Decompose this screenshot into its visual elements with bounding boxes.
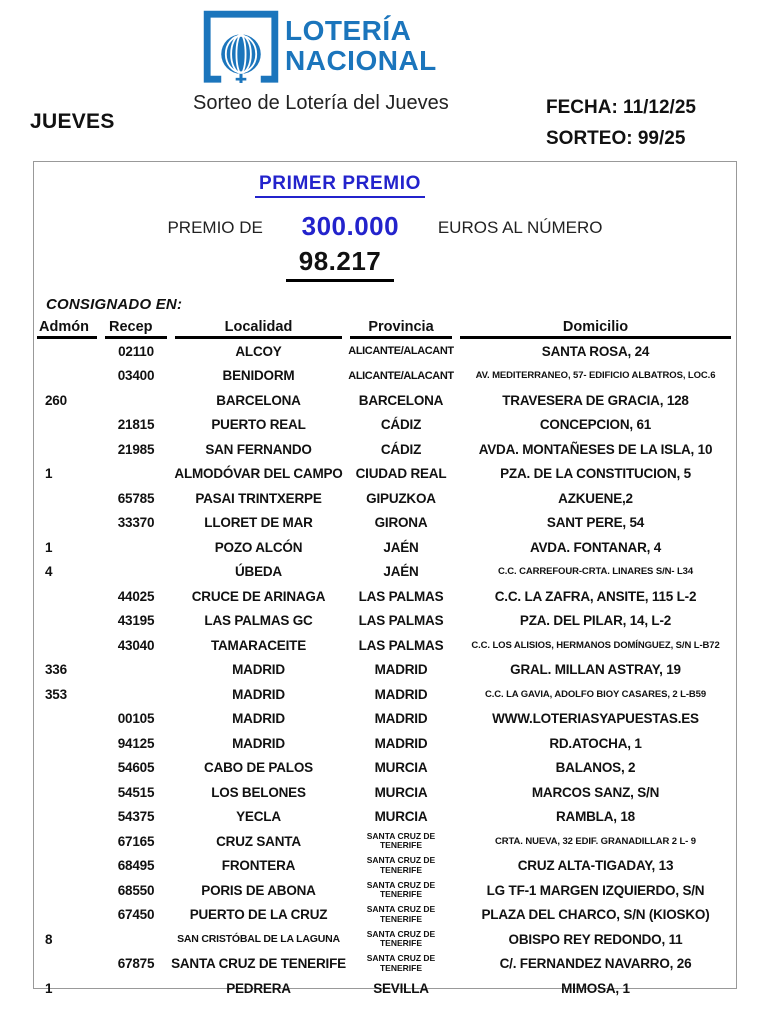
- cell-provincia: ALICANTE/ALACANT: [348, 345, 454, 358]
- cell-localidad: MADRID: [232, 735, 285, 751]
- cell-admon: 1: [45, 980, 53, 996]
- cell-domicilio: AZKUENE,2: [558, 490, 633, 506]
- cell-provincia: BARCELONA: [358, 392, 444, 408]
- draw-number-label: SORTEO: 99/25: [546, 128, 686, 149]
- cell-provincia: CIUDAD REAL: [355, 466, 447, 482]
- cell-domicilio: C.C. LA ZAFRA, ANSITE, 115 L-2: [494, 588, 697, 604]
- consignado-label: CONSIGNADO EN:: [46, 296, 183, 313]
- cell-recep: [101, 976, 171, 1001]
- cell-localidad: LLORET DE MAR: [204, 515, 313, 531]
- table-row: [37, 462, 735, 487]
- cell-provincia: ALICANTE/ALACANT: [348, 369, 454, 382]
- table-row: [37, 560, 735, 585]
- cell-admon: [37, 707, 101, 732]
- cell-domicilio: WWW.LOTERIASYAPUESTAS.ES: [492, 711, 699, 727]
- cell-provincia: JAÉN: [383, 539, 419, 555]
- cell-provincia: MADRID: [374, 662, 428, 678]
- cell-provincia: GIPUZKOA: [366, 490, 436, 506]
- table-row: [37, 731, 735, 756]
- cell-admon: 336: [45, 662, 67, 678]
- cell-recep: 54605: [117, 760, 155, 776]
- cell-provincia: SANTA CRUZ DE TENERIFE: [366, 904, 436, 924]
- cell-provincia: MADRID: [374, 735, 428, 751]
- cell-domicilio: RD.ATOCHA, 1: [549, 735, 642, 751]
- cell-admon: [37, 364, 101, 389]
- cell-admon: [37, 511, 101, 536]
- cell-admon: 353: [45, 686, 67, 702]
- cell-provincia: SANTA CRUZ DE TENERIFE: [366, 953, 436, 973]
- table-row: [37, 486, 735, 511]
- cell-recep: 67875: [117, 956, 155, 972]
- cell-recep: 65785: [117, 490, 155, 506]
- cell-admon: [37, 731, 101, 756]
- table-row: [37, 511, 735, 536]
- table-row: [37, 535, 735, 560]
- cell-provincia: MURCIA: [374, 809, 428, 825]
- cell-admon: [37, 952, 101, 977]
- cell-provincia: CÁDIZ: [380, 441, 422, 457]
- cell-recep: 44025: [117, 588, 155, 604]
- cell-localidad: MADRID: [232, 711, 285, 727]
- table-row: [37, 805, 735, 830]
- cell-domicilio: AVDA. MONTAÑESES DE LA ISLA, 10: [478, 441, 713, 457]
- cell-provincia: GIRONA: [374, 515, 428, 531]
- cell-recep: [101, 388, 171, 413]
- cell-localidad: SAN CRISTÓBAL DE LA LAGUNA: [177, 933, 340, 946]
- cell-admon: 260: [45, 392, 67, 408]
- cell-recep: 43040: [117, 637, 155, 653]
- prize-amount-suffix: EUROS AL NÚMERO: [437, 218, 603, 237]
- header-provincia: Provincia: [350, 319, 452, 339]
- winning-number: 98.217: [286, 246, 395, 282]
- results-table: [37, 315, 735, 1001]
- cell-provincia: LAS PALMAS: [358, 588, 444, 604]
- date-label: FECHA: 11/12/25: [546, 97, 696, 118]
- cell-provincia: SEVILLA: [373, 980, 429, 996]
- cell-admon: [37, 413, 101, 438]
- cell-localidad: POZO ALCÓN: [214, 539, 303, 555]
- table-row: [37, 854, 735, 879]
- cell-domicilio: TRAVESERA DE GRACIA, 128: [502, 392, 689, 408]
- cell-recep: 00105: [117, 711, 155, 727]
- cell-localidad: PORIS DE ABONA: [201, 882, 316, 898]
- cell-provincia: LAS PALMAS: [358, 613, 444, 629]
- cell-admon: [37, 829, 101, 854]
- cell-domicilio: PLAZA DEL CHARCO, S/N (KIOSKO): [481, 907, 710, 923]
- table-row: [37, 903, 735, 928]
- logo-line1: LOTERÍA: [285, 15, 412, 46]
- cell-recep: 68495: [117, 858, 155, 874]
- cell-recep: [101, 462, 171, 487]
- table-row: [37, 829, 735, 854]
- cell-localidad: FRONTERA: [221, 858, 296, 874]
- cell-localidad: PUERTO DE LA CRUZ: [189, 907, 328, 923]
- cell-recep: 02110: [118, 343, 154, 359]
- cell-domicilio: AV. MEDITERRANEO, 57- EDIFICIO ALBATROS, LOC.6: [475, 370, 716, 382]
- table-row: [37, 927, 735, 952]
- cell-localidad: MADRID: [232, 662, 285, 678]
- cell-provincia: MURCIA: [374, 784, 428, 800]
- cell-localidad: SAN FERNANDO: [205, 441, 312, 457]
- results-table-body: [37, 339, 735, 1001]
- cell-domicilio: C.C. LOS ALISIOS, HERMANOS DOMÍNGUEZ, S/N L-B72: [471, 639, 720, 651]
- cell-admon: [37, 486, 101, 511]
- table-row: [37, 682, 735, 707]
- cell-localidad: TAMARACEITE: [210, 637, 307, 653]
- table-row: [37, 609, 735, 634]
- cell-localidad: PASAI TRINTXERPE: [195, 490, 322, 506]
- day-label: JUEVES: [30, 110, 115, 133]
- cell-domicilio: CONCEPCION, 61: [539, 417, 652, 433]
- table-row: [37, 413, 735, 438]
- table-row: [37, 780, 735, 805]
- prize-title-wrap: [0, 173, 691, 198]
- cell-domicilio: GRAL. MILLAN ASTRAY, 19: [510, 662, 681, 678]
- prize-line: [34, 211, 736, 242]
- cell-localidad: ALCOY: [235, 343, 282, 359]
- cell-recep: [101, 682, 171, 707]
- logo: [203, 10, 437, 86]
- cell-recep: 21815: [117, 417, 155, 433]
- cell-domicilio: PZA. DEL PILAR, 14, L-2: [519, 613, 672, 629]
- prize-box: [33, 161, 737, 996]
- cell-domicilio: C.C. CARREFOUR-CRTA. LINARES S/N- L34: [497, 566, 694, 578]
- cell-domicilio: MARCOS SANZ, S/N: [531, 784, 660, 800]
- cell-localidad: YECLA: [236, 809, 281, 825]
- winning-number-wrap: [0, 246, 691, 282]
- cell-localidad: LAS PALMAS GC: [204, 613, 313, 629]
- cell-recep: [101, 658, 171, 683]
- table-row: [37, 976, 735, 1001]
- cell-provincia: MADRID: [374, 686, 428, 702]
- cell-recep: 21985: [117, 441, 155, 457]
- cell-recep: 94125: [117, 735, 155, 751]
- cell-domicilio: CRUZ ALTA-TIGADAY, 13: [517, 858, 674, 874]
- table-row: [37, 339, 735, 364]
- cell-admon: [37, 437, 101, 462]
- cell-localidad: CRUCE DE ARINAGA: [191, 588, 326, 604]
- table-row: [37, 584, 735, 609]
- draw-meta: [546, 92, 696, 154]
- header-recep: Recep: [105, 319, 167, 339]
- table-row: [37, 878, 735, 903]
- cell-localidad: CABO DE PALOS: [204, 760, 313, 776]
- table-row: [37, 658, 735, 683]
- cell-admon: [37, 878, 101, 903]
- cell-recep: 68550: [117, 882, 155, 898]
- table-row: [37, 952, 735, 977]
- cell-admon: [37, 780, 101, 805]
- prize-amount: 300.000: [301, 211, 400, 241]
- cell-localidad: ÚBEDA: [234, 564, 282, 580]
- cell-provincia: LAS PALMAS: [358, 637, 444, 653]
- cell-recep: 03400: [117, 368, 155, 384]
- cell-domicilio: OBISPO REY REDONDO, 11: [508, 931, 683, 947]
- cell-domicilio: C/. FERNANDEZ NAVARRO, 26: [499, 956, 692, 972]
- cell-recep: [101, 560, 171, 585]
- cell-domicilio: SANTA ROSA, 24: [541, 343, 650, 359]
- cell-domicilio: PZA. DE LA CONSTITUCION, 5: [500, 466, 691, 482]
- cell-provincia: SANTA CRUZ DE TENERIFE: [366, 879, 436, 900]
- cell-recep: 43195: [117, 613, 155, 629]
- cell-domicilio: AVDA. FONTANAR, 4: [529, 539, 662, 555]
- cell-recep: [101, 927, 171, 952]
- table-row: [37, 707, 735, 732]
- cell-provincia: JAÉN: [383, 564, 419, 580]
- header-admon: Admón: [37, 319, 97, 339]
- cell-provincia: MURCIA: [374, 760, 428, 776]
- cell-domicilio: LG TF-1 MARGEN IZQUIERDO, S/N: [486, 882, 705, 898]
- table-row: [37, 388, 735, 413]
- cell-localidad: BARCELONA: [216, 392, 301, 408]
- prize-amount-prefix: PREMIO DE: [167, 218, 263, 237]
- header-domicilio: Domicilio: [460, 319, 731, 339]
- draw-subtitle: Sorteo de Lotería del Jueves: [193, 92, 449, 114]
- cell-admon: [37, 339, 101, 364]
- cell-admon: 8: [45, 931, 53, 947]
- cell-admon: [37, 756, 101, 781]
- cell-localidad: PEDRERA: [226, 980, 291, 996]
- logo-text: [285, 16, 437, 76]
- cell-localidad: LOS BELONES: [211, 784, 306, 800]
- cell-domicilio: C.C. LA GAVIA, ADOLFO BIOY CASARES, 2 L-B59: [484, 688, 707, 700]
- cell-admon: 4: [45, 564, 53, 580]
- cell-localidad: ALMODÓVAR DEL CAMPO: [174, 466, 343, 482]
- cell-localidad: SANTA CRUZ DE TENERIFE: [171, 956, 346, 972]
- table-row: [37, 437, 735, 462]
- table-row: [37, 364, 735, 389]
- cell-recep: 67165: [117, 833, 155, 849]
- prize-title: PRIMER PREMIO: [255, 173, 425, 198]
- cell-domicilio: CRTA. NUEVA, 32 EDIF. GRANADILLAR 2 L- 9: [495, 835, 696, 847]
- cell-provincia: SANTA CRUZ DE TENERIFE: [366, 928, 436, 949]
- cell-domicilio: MIMOSA, 1: [561, 980, 630, 996]
- cell-domicilio: SANT PERE, 54: [546, 515, 645, 531]
- cell-admon: [37, 805, 101, 830]
- cell-admon: [37, 903, 101, 928]
- table-header-row: [37, 315, 735, 339]
- cell-recep: 54515: [117, 784, 155, 800]
- cell-admon: [37, 584, 101, 609]
- table-row: [37, 756, 735, 781]
- cell-provincia: MADRID: [374, 711, 428, 727]
- cell-recep: 67450: [117, 907, 155, 923]
- cell-domicilio: RAMBLA, 18: [555, 809, 635, 825]
- cell-domicilio: BALANOS, 2: [555, 760, 636, 776]
- header-localidad: Localidad: [175, 319, 342, 339]
- cell-admon: [37, 609, 101, 634]
- cell-admon: 1: [45, 466, 53, 482]
- cell-localidad: MADRID: [232, 686, 285, 702]
- table-row: [37, 633, 735, 658]
- cell-localidad: CRUZ SANTA: [216, 833, 301, 849]
- cell-provincia: SANTA CRUZ DE TENERIFE: [366, 830, 436, 851]
- cell-provincia: SANTA CRUZ DE TENERIFE: [366, 855, 436, 875]
- cell-provincia: CÁDIZ: [380, 417, 422, 433]
- cell-localidad: PUERTO REAL: [211, 417, 306, 433]
- cell-recep: 33370: [117, 515, 155, 531]
- cell-admon: [37, 633, 101, 658]
- cell-localidad: BENIDORM: [222, 368, 295, 384]
- cell-admon: 1: [45, 539, 53, 555]
- cell-recep: [101, 535, 171, 560]
- cell-admon: [37, 854, 101, 879]
- lottery-ball-icon: [203, 10, 279, 86]
- cell-recep: 54375: [117, 809, 155, 825]
- logo-line2: NACIONAL: [285, 45, 437, 76]
